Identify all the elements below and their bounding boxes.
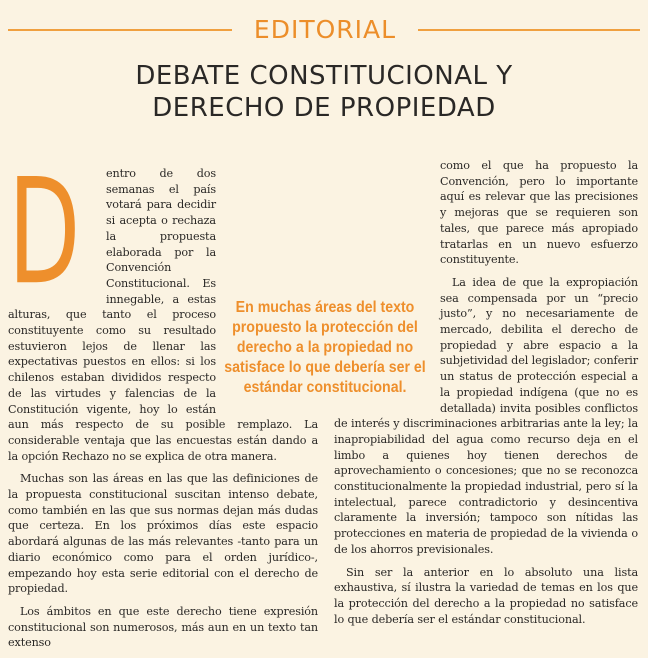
- section-header: [0, 14, 648, 46]
- paragraph: entro de dos semanas el país votará para decidir si acepta o rechaza la propuesta elaborada por la Convención Constitucional. Es innegable, a estas alturas, que tanto el proceso constituyente como su resultado estuvieron lejos de llenar las expectativas puestos en ellos: si los chilenos estaban divididos respecto de las virtudes y falencias de la Constitución vigente, hoy lo están aun más respecto de su posible remplazo. La considerable ventaja que las encuestas están dando a la opción Rechazo no se explica de otra manera.: [8, 167, 318, 463]
- section-rule-left: [8, 29, 232, 31]
- paragraph: Muchas son las áreas en las que las definiciones de la propuesta constitucional suscitan intenso debate, como también en las que sus normas dejan más dudas que certeza. En los próximos días este espacio abordará algunas de las más relevantes -tanto para un diario económico como para el orden jurídico-, empezando hoy esta serie editorial con el derecho de propiedad.: [8, 472, 318, 596]
- paragraph: Sin ser la anterior en lo absoluto una lista exhaustiva, sí ilustra la variedad de temas en los que la protección del derecho a la propiedad no satisface lo que debería ser el estándar constitucional.: [334, 565, 638, 626]
- pull-quote: En muchas áreas del texto propuesto la protección del derecho a la propiedad no satisface lo que debería ser el estándar constitucional.: [224, 299, 426, 396]
- section-label: EDITORIAL: [253, 15, 397, 44]
- drop-cap: D: [8, 148, 81, 318]
- article-column-left: [8, 148, 318, 658]
- paragraph: Los ámbitos en que este derecho tiene expresión constitucional son numerosos, más aun en un texto tan extenso: [8, 604, 318, 650]
- section-rule-right: [418, 29, 640, 31]
- headline-line-2: DERECHO DE PROPIEDAD: [152, 93, 496, 123]
- headline-line-1: DEBATE CONSTITUCIONAL Y: [135, 61, 513, 91]
- paragraph: como el que ha propuesto la Convención, pero lo importante aquí es relevar que las precisiones y mejoras que se requieren son tales, que parece más apropiado tratarlas en un nuevo esfuerzo constituyente.: [440, 159, 638, 267]
- paragraph: La idea de que la expropiación sea compensada por un “precio justo”, y no necesariamente de mercado, debilita el derecho de propiedad y abre espacio a la subjetividad del legislador; conferir un status de protección especial a la propiedad indígena (que no es detallada) invita posibles conflictos de interés y discriminaciones arbitrarias ante la ley; la inapropiabilidad del agua como recurso deja en el limbo a quienes hoy tienen derechos de aprovechamiento o concesiones; que no se reconozca constitucionalmente la propiedad industrial, pero sí la intelectual, parece contradictorio y desincentiva claramente la inversión; tampoco son nítidas las protecciones en materia de propiedad de la vivienda o de los ahorros previsionales.: [334, 275, 638, 556]
- headline: [40, 60, 608, 124]
